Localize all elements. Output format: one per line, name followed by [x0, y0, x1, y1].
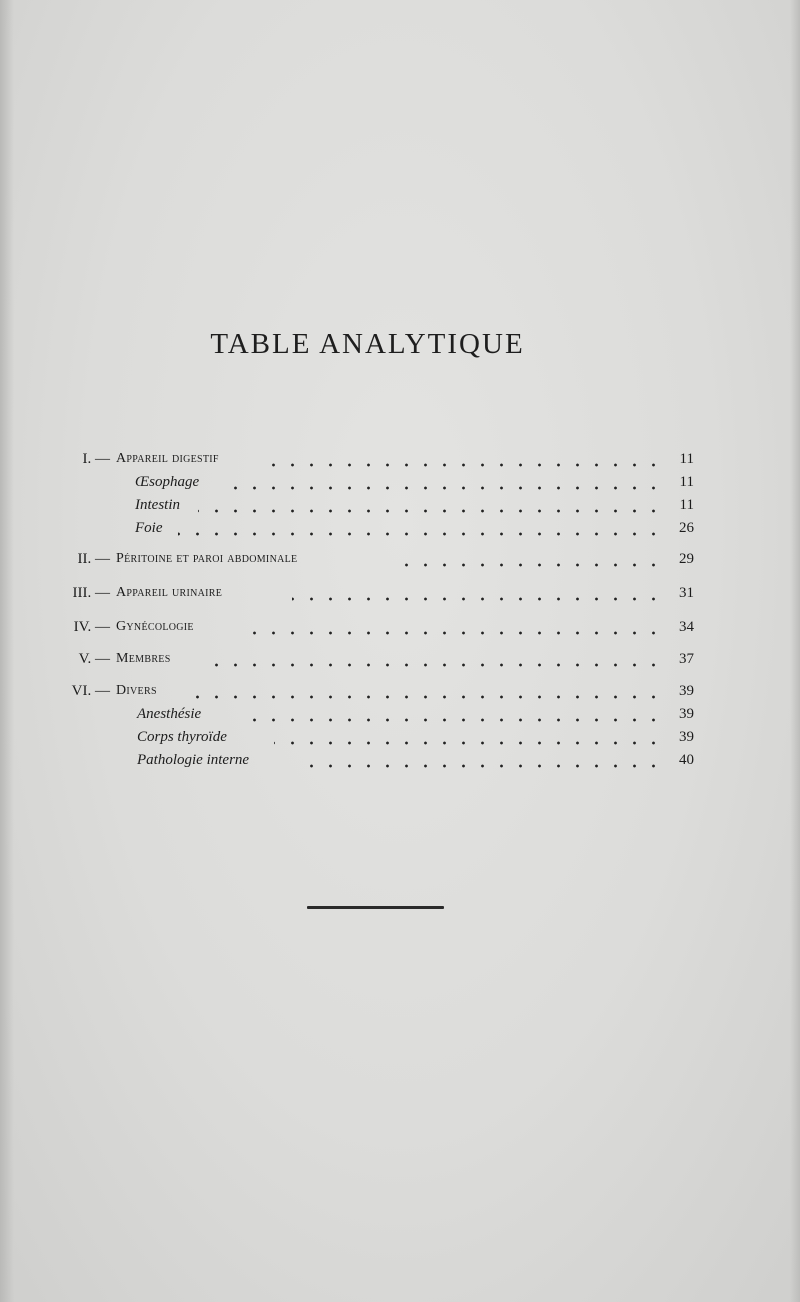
toc-entry-anesthesie[interactable]: [0, 706, 800, 730]
toc-entry-intestin[interactable]: [0, 497, 800, 521]
subsection-label: Foie: [135, 520, 163, 536]
section-label: Membres: [116, 651, 171, 666]
subsection-label: Anesthésie: [137, 706, 202, 722]
page-number: 34: [679, 619, 694, 635]
section-label: Gynécologie: [116, 619, 194, 634]
page-number: 11: [679, 474, 694, 490]
dot-leader: [225, 476, 665, 496]
toc-entry-appareil-urinaire[interactable]: [0, 585, 800, 609]
dot-leader: [186, 685, 665, 705]
page-number: 39: [679, 729, 694, 745]
dot-leader: [292, 587, 665, 607]
dot-leader: [205, 653, 665, 673]
page-number: 31: [679, 585, 694, 601]
page-number: 37: [679, 651, 694, 667]
toc-entry-oesophage[interactable]: [0, 474, 800, 498]
closing-rule: [307, 906, 444, 909]
page-number: 39: [679, 706, 694, 722]
section-number: VI. —: [71, 683, 110, 699]
section-number: II. —: [77, 551, 110, 567]
dot-leader: [392, 553, 665, 573]
section-label: Divers: [116, 683, 157, 698]
page-number: 40: [679, 752, 694, 768]
page-number: 11: [679, 497, 694, 513]
subsection-label: Corps thyroïde: [137, 729, 227, 745]
subsection-label: Pathologie interne: [137, 752, 250, 768]
toc-entry-gynecologie[interactable]: [0, 619, 800, 643]
page-number: 11: [679, 451, 694, 467]
dot-leader: [240, 708, 665, 728]
section-number: IV. —: [73, 619, 110, 635]
section-number: V. —: [78, 651, 110, 667]
page-number: 39: [679, 683, 694, 699]
toc-entry-membres[interactable]: [0, 651, 800, 675]
toc-entry-corps-thyroide[interactable]: [0, 729, 800, 753]
toc-entry-divers[interactable]: [0, 683, 800, 707]
dot-leader: [274, 731, 665, 751]
dot-leader: [272, 453, 665, 473]
toc-entry-appareil-digestif[interactable]: [0, 451, 800, 475]
toc-entry-peritoine[interactable]: [0, 551, 800, 575]
section-label: Appareil digestif: [116, 451, 219, 466]
toc-entry-pathologie-interne[interactable]: [0, 752, 800, 776]
section-number: III. —: [72, 585, 110, 601]
subsection-label: Intestin: [135, 497, 180, 513]
section-label: Appareil urinaire: [116, 585, 223, 600]
dot-leader: [198, 499, 665, 519]
toc-entry-foie[interactable]: [0, 520, 800, 544]
dot-leader: [178, 522, 665, 542]
page-number: 29: [679, 551, 694, 567]
section-label: Péritoine et paroi abdominale: [116, 551, 298, 566]
page-title: TABLE ANALYTIQUE: [210, 328, 525, 360]
subsection-label: Œsophage: [135, 474, 200, 490]
page-number: 26: [679, 520, 694, 536]
dot-leader: [300, 754, 665, 774]
dot-leader: [238, 621, 665, 641]
section-number: I. —: [82, 451, 110, 467]
